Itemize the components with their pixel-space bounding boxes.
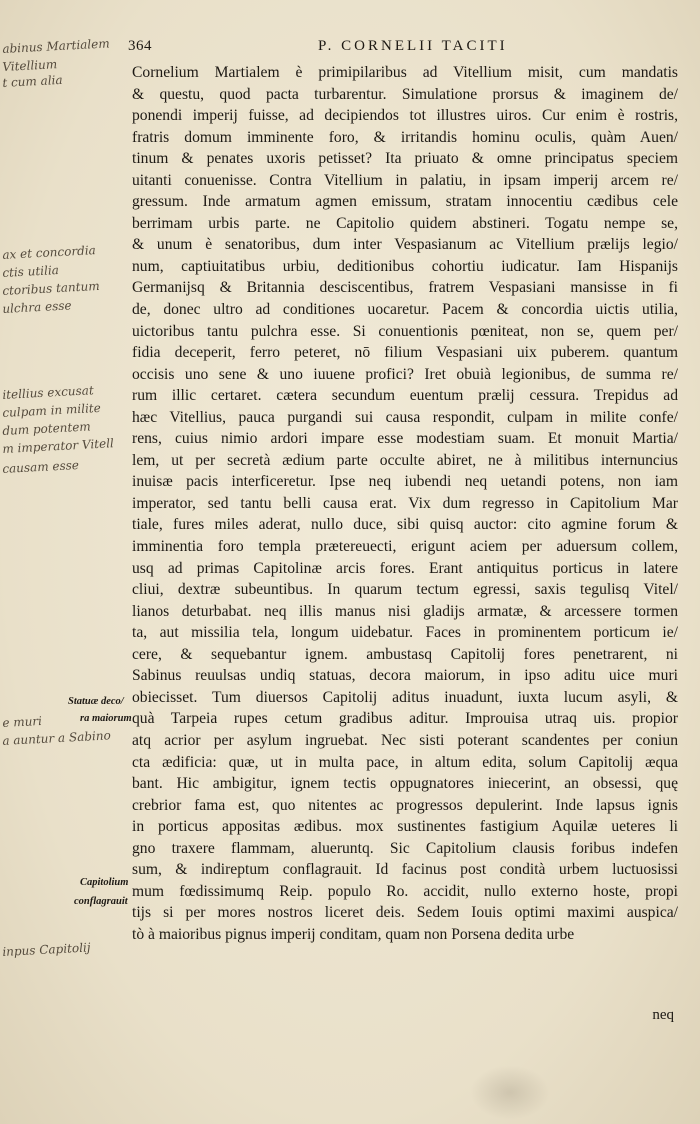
text-line: tinum & penates uxoris petisset? Ita priuato & omne principatus speciem [132, 150, 678, 168]
handwritten-note: a auntur a Sabino [2, 728, 112, 748]
handwritten-note: Vitellium [2, 57, 58, 74]
text-line: mum fœdissimumq Reip. populo Ro. accidit, nullo externo hoste, propi [132, 882, 678, 900]
printed-side-note: Statuæ deco/ [68, 696, 124, 707]
page-header [128, 38, 683, 58]
paper-stain [470, 1065, 550, 1120]
page-number: 364 [128, 38, 152, 54]
text-line: tiale, fures miles aderat, nullo duce, sibi quisq auctor: cito agmine forum & [132, 516, 678, 534]
handwritten-note: inpus Capitolij [2, 940, 91, 959]
text-line: cta ædificia: quæ, ut in multa pace, in altum edita, solum Capitolij æqua [132, 753, 678, 771]
handwritten-note: ctoribus tantum [2, 278, 100, 298]
text-line: tijs si per mores nostros liceret deis. Sedem Iouis optimi maximi auspica/ [132, 904, 678, 922]
handwritten-note: causam esse [2, 457, 80, 476]
text-line: imperator, sed tantu belli causa erat. Vix dum regresso in Capitolium Mar [132, 494, 678, 512]
text-line: lianos deturbabat. neq illis manus nisi gladijs armatæ, & arcessere tormen [132, 602, 678, 620]
handwritten-note: culpam in milite [2, 400, 102, 420]
printed-side-note: conflagrauit [74, 896, 128, 907]
text-line: obiecisset. Tum diuersos Capitolij aditus inuadunt, iuxta lucum asyli, & [132, 688, 678, 706]
text-line: berrimam urbis parte. ne Capitolio quidem abstineri. Togatu nempe se, [132, 214, 678, 232]
text-line: atq acrior per asylum ingruebat. Nec sisti poterant scandentes per coniun [132, 731, 678, 749]
text-line: rum illic certaret. cætera secundum euentum prælij cessura. Trepidus ad [132, 387, 678, 405]
text-line: uictoribus tantu pulchra esse. Si conuentionis pœniteat, non se, quem per/ [132, 322, 678, 340]
text-line: gno traxere flammam, alueruntq. Sic Capitolium clausis foribus indefen [132, 839, 678, 857]
text-line: hæc Vitellius, pauca purgandi sui causa respondit, culpam in milite confe/ [132, 408, 678, 426]
text-line: in porticus appositas ædibus. mox sustinentes fastigium Aquilæ ueteres li [132, 818, 678, 836]
text-line: fidia deceperit, ferro peteret, nō filium Vespasiani uix puberem. quantum [132, 344, 678, 362]
text-line: fratris domum imminente foro, & irritandis hominu oculis, quàm Auen/ [132, 128, 678, 146]
text-line: num, captiuitatibus urbiu, deditionibus cohortiu iudicatur. Iam Hispanijs [132, 257, 678, 275]
text-line: ta, aut missilia tela, longum uidebatur. Faces in prominentem porticum ie/ [132, 624, 678, 642]
handwritten-note: t cum alia [2, 72, 63, 90]
text-line: ponendi imperij fuisse, ad decipiendos tot illustres uiros. Cur enim è rostris, [132, 107, 678, 125]
catchword: neq [652, 1007, 674, 1023]
text-line: cere, & sequebantur ignem. ambustasq Capitolij fores penetrarent, ni [132, 645, 678, 663]
text-line: Cornelium Martialem è primipilaribus ad Vitellium misit, cum mandatis [132, 64, 678, 81]
handwritten-note: m imperator Vitell [2, 436, 115, 456]
text-line: inuisæ pacis interficeretur. Ipse neq iubendi neq uetandi potens, non iam [132, 473, 678, 491]
text-line: uitanti conuenisse. Contra Vitellium in palatiu, in ipsam imperij arcem re/ [132, 171, 678, 189]
running-title: P. CORNELII TACITI [318, 38, 508, 54]
text-line: & unum è senatoribus, dum inter Vespasianum ac Vitellium prælijs legio/ [132, 236, 678, 254]
handwritten-note: dum potentem [2, 419, 92, 438]
main-text [132, 62, 678, 945]
handwritten-note: itellius excusat [2, 383, 95, 402]
text-line: crebrior fama est, quo nitentes ac progressos depulerint. Inde lapsus ignis [132, 796, 678, 814]
printed-side-note: ra maiorum [80, 713, 132, 724]
text-line: Sabinus reuulsas undiq statuas, decora maiorum, in ipso aditu uice muri [132, 667, 678, 685]
text-line: occisis uno sene & uno iuuene profici? Iret obuià legionibus, de summa re/ [132, 365, 678, 383]
text-line: bant. Hic ambigitur, ignem tectis oppugnatores iniecerint, an obsessi, quę [132, 775, 678, 793]
handwritten-note: abinus Martialem [2, 36, 111, 56]
text-line: Germanijsq & Britannia desciscentibus, fratrem Vespasiani mansisse in fi [132, 279, 678, 297]
text-line: tò à maioribus pignus imperij conditam, quam non Porsena dedita urbe [132, 925, 575, 943]
handwritten-note: e muri [2, 713, 43, 730]
text-line: & questu, quod pacta turbarentur. Simulatione prorsus & imaginem de/ [132, 85, 678, 103]
text-line: quà Tarpeia rupes cetum gradibus aditur. Improuisa utraq uis. propior [132, 710, 678, 728]
text-line: gressum. Inde armatum agmen emissum, stratam innocentiu cædibus cele [132, 193, 678, 211]
text-line: usq ad primas Capitolinæ arcis fores. Erant antiquitus porticus in latere [132, 559, 678, 577]
text-line: de, donec ultro ad conditiones uocaretur. Pacem & concordia uictis utilia, [132, 301, 678, 319]
printed-side-note: Capitolium [80, 877, 129, 888]
handwritten-note: ax et concordia [2, 243, 97, 262]
handwritten-note: ctis utilia [2, 263, 60, 280]
text-line: imminentia foro templa prætereuecti, erigunt aciem per aduersum collem, [132, 538, 678, 556]
handwritten-note: ulchra esse [2, 298, 72, 316]
text-line: rens, cuius nimio ardori impare esse modestiam suam. Et monuit Martia/ [132, 430, 678, 448]
text-line: cliui, dextræ subeuntibus. In quarum tectum egressi, saxis tegulisq Vitel/ [132, 581, 678, 599]
text-line: sum, & indireptum conflagrauit. Id facinus post condità urbem luctuosissi [132, 861, 678, 879]
text-line: lem, ut per secretà ædium parte occulte abiret, ne à militibus internuncius [132, 451, 678, 469]
